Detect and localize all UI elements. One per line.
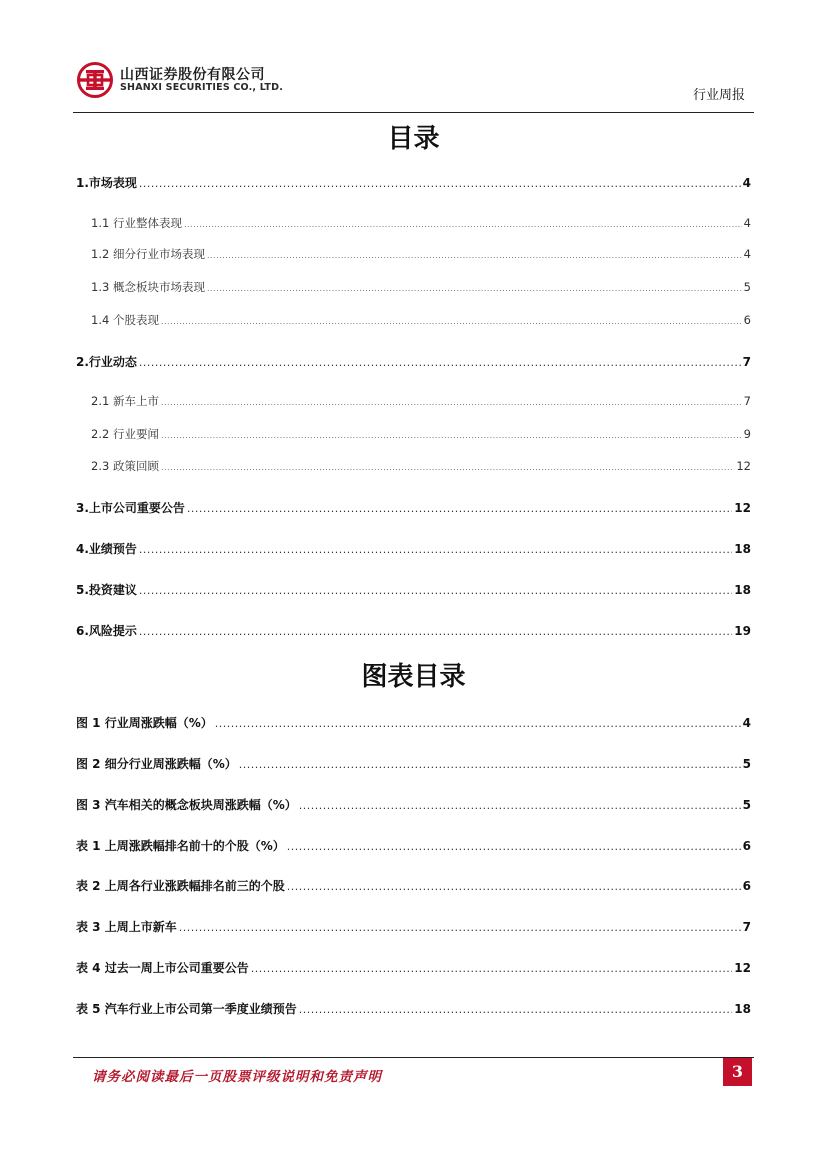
page-number-badge: 3 xyxy=(723,1058,752,1086)
toc-title: 目录 xyxy=(387,124,440,154)
toc-entry-label: 2.1 新车上市 xyxy=(91,394,159,408)
toc-entry-label: 1.1 行业整体表现 xyxy=(91,216,182,230)
toc-entry-page: 5 xyxy=(743,280,751,294)
disclaimer-text: 请务必阅读最后一页股票评级说明和免责声明 xyxy=(92,1069,382,1085)
leader-dots xyxy=(161,398,742,407)
figure-entry[interactable] xyxy=(76,877,751,894)
leader-dots xyxy=(207,251,742,260)
toc-entry-label: 3.上市公司重要公告 xyxy=(76,501,185,515)
toc-entry-page: 4 xyxy=(743,216,751,230)
toc-entry-page: 9 xyxy=(743,427,751,441)
figure-entry-label: 表 4 过去一周上市公司重要公告 xyxy=(76,961,249,975)
toc-entry[interactable] xyxy=(91,426,751,442)
figure-entry-label: 表 2 上周各行业涨跌幅排名前三的个股 xyxy=(76,879,285,893)
figure-entry-label: 表 1 上周涨跌幅排名前十的个股（%） xyxy=(76,839,285,853)
toc-entry[interactable] xyxy=(76,499,751,516)
toc-entry[interactable] xyxy=(91,393,751,409)
leader-dots xyxy=(161,317,742,326)
toc-entry-label: 1.2 细分行业市场表现 xyxy=(91,247,205,261)
company-logo-icon xyxy=(77,62,113,98)
figure-entry-page: 5 xyxy=(742,757,751,771)
figure-entry-page: 4 xyxy=(742,716,751,730)
leader-dots xyxy=(161,431,742,440)
toc-entry-label: 6.风险提示 xyxy=(76,624,137,638)
toc-entry[interactable] xyxy=(76,353,751,370)
toc-entry[interactable] xyxy=(76,622,751,639)
toc-entry-page: 12 xyxy=(734,501,751,515)
leader-dots xyxy=(139,356,741,369)
figure-entry-page: 6 xyxy=(742,879,751,893)
figures-list-title: 图表目录 xyxy=(361,662,466,692)
toc-entry-label: 1.市场表现 xyxy=(76,176,137,190)
toc-entry-page: 4 xyxy=(743,247,751,261)
figure-entry[interactable] xyxy=(76,1000,751,1017)
leader-dots xyxy=(139,584,732,597)
toc-entry-page: 4 xyxy=(742,176,751,190)
toc-entry-page: 12 xyxy=(736,459,751,473)
leader-dots xyxy=(239,758,741,771)
footer-divider xyxy=(73,1057,754,1058)
toc-entry-label: 2.2 行业要闻 xyxy=(91,427,159,441)
figure-entry-page: 7 xyxy=(742,920,751,934)
company-name-cn: 山西证券股份有限公司 xyxy=(120,67,265,83)
leader-dots xyxy=(299,799,741,812)
leader-dots xyxy=(215,717,741,730)
toc-entry-label: 1.3 概念板块市场表现 xyxy=(91,280,205,294)
figure-entry-page: 12 xyxy=(734,961,751,975)
figure-entry-page: 6 xyxy=(742,839,751,853)
leader-dots xyxy=(207,284,742,293)
figure-entry-label: 表 5 汽车行业上市公司第一季度业绩预告 xyxy=(76,1002,297,1016)
toc-entry-label: 1.4 个股表现 xyxy=(91,313,159,327)
leader-dots xyxy=(139,543,732,556)
toc-entry-page: 7 xyxy=(742,355,751,369)
toc-entry-page: 19 xyxy=(734,624,751,638)
toc-entry[interactable] xyxy=(91,215,751,231)
figure-entry-page: 5 xyxy=(742,798,751,812)
leader-dots xyxy=(251,962,733,975)
toc-entry[interactable] xyxy=(91,279,751,295)
figure-entry-label: 图 1 行业周涨跌幅（%） xyxy=(76,716,213,730)
figure-entry[interactable] xyxy=(76,755,751,772)
leader-dots xyxy=(161,463,734,472)
toc-entry[interactable] xyxy=(91,312,751,328)
leader-dots xyxy=(139,625,732,638)
toc-entry-page: 6 xyxy=(743,313,751,327)
toc-entry[interactable] xyxy=(76,581,751,598)
toc-entry-page: 18 xyxy=(734,542,751,556)
toc-entry-label: 5.投资建议 xyxy=(76,583,137,597)
figure-entry-label: 图 2 细分行业周涨跌幅（%） xyxy=(76,757,237,771)
toc-entry[interactable] xyxy=(76,174,751,191)
company-name-en: SHANXI SECURITIES CO., LTD. xyxy=(120,82,284,93)
leader-dots xyxy=(139,177,741,190)
report-type: 行业周报 xyxy=(692,88,745,103)
toc-entry-page: 18 xyxy=(734,583,751,597)
leader-dots xyxy=(287,880,741,893)
figure-entry[interactable] xyxy=(76,714,751,731)
header-divider xyxy=(73,112,754,113)
toc-entry-page: 7 xyxy=(743,394,751,408)
leader-dots xyxy=(299,1003,733,1016)
leader-dots xyxy=(287,840,741,853)
leader-dots xyxy=(187,502,732,515)
figure-entry[interactable] xyxy=(76,918,751,935)
leader-dots xyxy=(184,220,742,229)
toc-entry[interactable] xyxy=(76,540,751,557)
figure-entry-page: 18 xyxy=(734,1002,751,1016)
toc-entry[interactable] xyxy=(91,246,751,262)
toc-entry[interactable] xyxy=(91,458,751,474)
figure-entry-label: 表 3 上周上市新车 xyxy=(76,920,177,934)
figure-entry[interactable] xyxy=(76,959,751,976)
figure-entry[interactable] xyxy=(76,837,751,854)
toc-entry-label: 4.业绩预告 xyxy=(76,542,137,556)
figure-entry-label: 图 3 汽车相关的概念板块周涨跌幅（%） xyxy=(76,798,297,812)
toc-entry-label: 2.行业动态 xyxy=(76,355,137,369)
figure-entry[interactable] xyxy=(76,796,751,813)
toc-entry-label: 2.3 政策回顾 xyxy=(91,459,159,473)
leader-dots xyxy=(179,921,741,934)
